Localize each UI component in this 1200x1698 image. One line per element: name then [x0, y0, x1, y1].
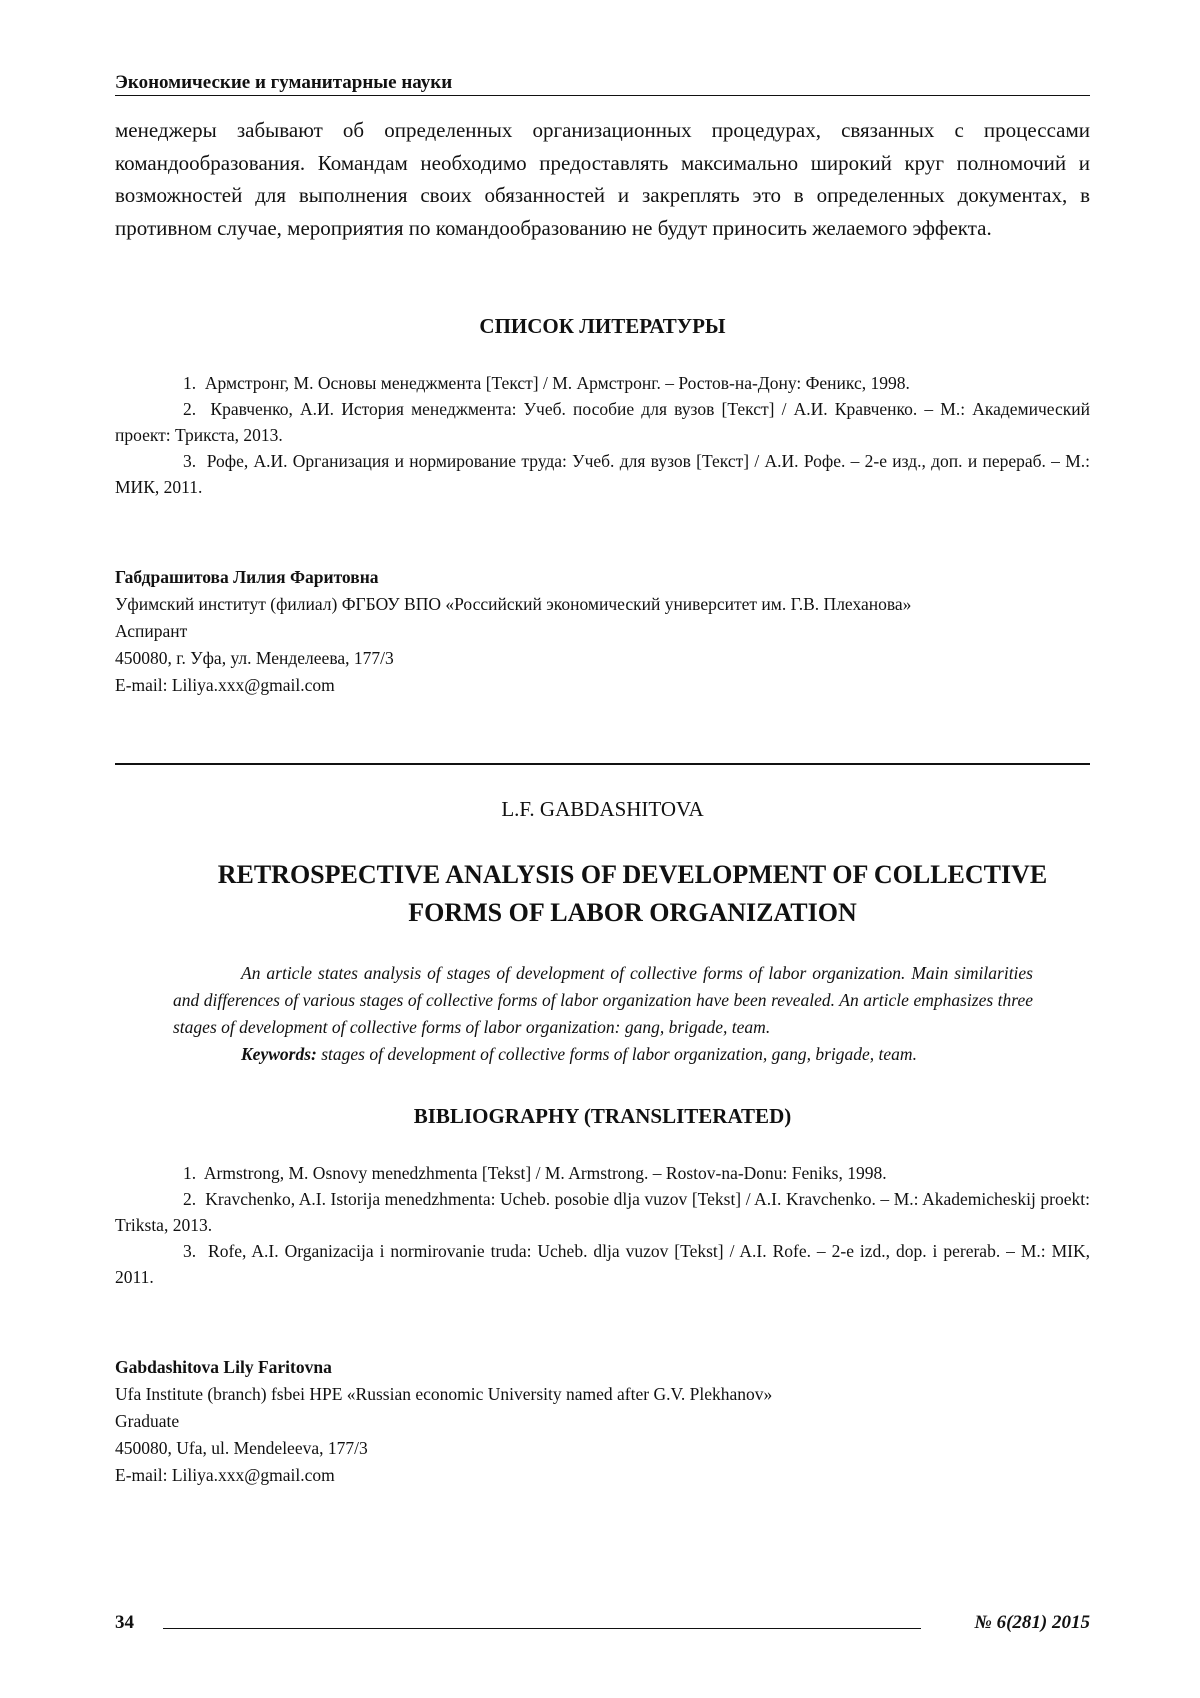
- en-references-list: [115, 1160, 1090, 1290]
- en-keywords: [173, 1041, 1033, 1068]
- ru-references-heading: СПИСОК ЛИТЕРАТУРЫ: [115, 313, 1090, 339]
- ru-reference-item: 2. Кравченко, А.И. История менеджмента: Учеб. пособие для вузов [Текст] / А.И. Кравченко. – М.: Академический проект: Трикста, 2013.: [115, 396, 1090, 448]
- en-reference-item: 3. Rofe, A.I. Organizacija i normirovanie truda: Ucheb. dlja vuzov [Tekst] / A.I. Rofe. – 2-e izd., dop. i pererab. – M.: MIK, 2011.: [115, 1238, 1090, 1290]
- en-author-position: Graduate: [115, 1408, 1090, 1435]
- en-author-email: E-mail: Liliya.xxx@gmail.com: [115, 1462, 1090, 1489]
- en-title-line-1: RETROSPECTIVE ANALYSIS OF DEVELOPMENT OF COLLECTIVE: [218, 860, 1048, 889]
- en-author-address: 450080, Ufa, ul. Mendeleeva, 177/3: [115, 1435, 1090, 1462]
- en-keywords-text: stages of development of collective forms of labor organization, gang, brigade, team.: [321, 1044, 917, 1064]
- ru-author-position: Аспирант: [115, 618, 1090, 645]
- page-number: 34: [115, 1612, 134, 1634]
- page-footer: [115, 1612, 1090, 1640]
- journal-page: [115, 0, 1090, 1698]
- en-author-affiliation: Ufa Institute (branch) fsbei HPE «Russian economic University named after G.V. Plekhanov»: [115, 1381, 1090, 1408]
- en-article-title: [175, 856, 1090, 932]
- en-article-author: L.F. GABDASHITOVA: [115, 796, 1090, 822]
- en-author-block: [115, 1354, 1090, 1489]
- ru-references-list: [115, 370, 1090, 500]
- ru-reference-item: 3. Рофе, А.И. Организация и нормирование труда: Учеб. для вузов [Текст] / А.И. Рофе. – 2-е изд., доп. и перераб. – М.: МИК, 2011.: [115, 448, 1090, 500]
- ru-reference-item: 1. Армстронг, М. Основы менеджмента [Текст] / М. Армстронг. – Ростов-на-Дону: Феникс, 1998.: [115, 370, 1090, 396]
- en-title-line-2: FORMS OF LABOR ORGANIZATION: [408, 898, 857, 927]
- en-author-name: Gabdashitova Lily Faritovna: [115, 1354, 1090, 1381]
- ru-author-affiliation: Уфимский институт (филиал) ФГБОУ ВПО «Российский экономический университет им. Г.В. Плеханова»: [115, 591, 1090, 618]
- running-head: Экономические и гуманитарные науки: [115, 72, 1090, 96]
- en-abstract: [173, 960, 1033, 1068]
- issue-number: № 6(281) 2015: [974, 1612, 1090, 1634]
- en-reference-item: 2. Kravchenko, A.I. Istorija menedzhmenta: Ucheb. posobie dlja vuzov [Tekst] / A.I. Kravchenko. – M.: Akademicheskij proekt: Triksta, 2013.: [115, 1186, 1090, 1238]
- ru-author-address: 450080, г. Уфа, ул. Менделеева, 177/3: [115, 645, 1090, 672]
- en-references-heading: BIBLIOGRAPHY (TRANSLITERATED): [115, 1103, 1090, 1129]
- footer-rule: [163, 1628, 921, 1629]
- ru-author-name: Габдрашитова Лилия Фаритовна: [115, 564, 1090, 591]
- ru-author-block: [115, 564, 1090, 699]
- en-reference-item: 1. Armstrong, M. Osnovy menedzhmenta [Tekst] / M. Armstrong. – Rostov-na-Donu: Feniks, 1998.: [115, 1160, 1090, 1186]
- intro-paragraph: менеджеры забывают об определенных организационных процедурах, связанных с процессами командообразования. Командам необходимо предоставлять максимально широкий круг полномочий и возможностей для выполнения своих обязанностей и закреплять это в определенных документах, в противном случае, мероприятия по командообразованию не будут приносить желаемого эффекта.: [115, 114, 1090, 244]
- en-abstract-text: An article states analysis of stages of development of collective forms of labor organization. Main similarities and differences of various stages of collective forms of labor organization have been revealed. An article emphasizes three stages of development of collective forms of labor organization: gang, brigade, team.: [173, 960, 1033, 1041]
- section-divider: [115, 763, 1090, 765]
- en-keywords-label: Keywords:: [241, 1044, 317, 1064]
- ru-author-email: E-mail: Liliya.xxx@gmail.com: [115, 672, 1090, 699]
